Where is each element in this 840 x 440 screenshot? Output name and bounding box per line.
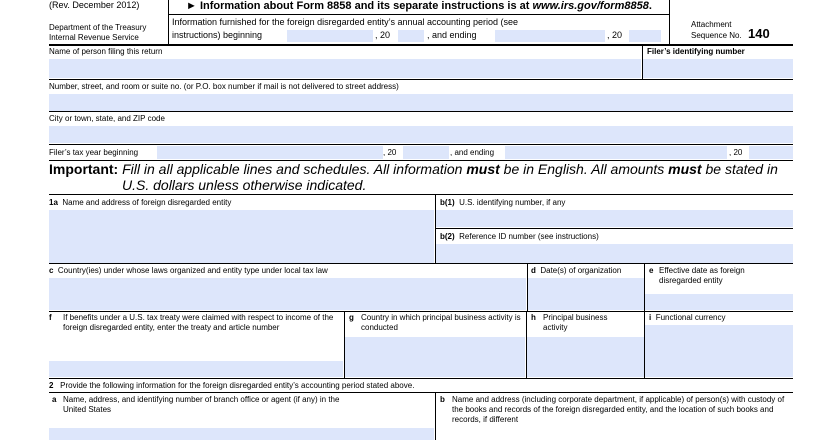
form-revision: (Rev. December 2012) [49,0,140,10]
tax-year-end-year-field[interactable] [749,146,793,159]
tax-year-ending: , and ending [450,148,495,157]
line-f-num: f [49,313,52,322]
line-f-text: If benefits under a U.S. tax treaty were claimed with respect to income of the foreign disregarded entity, enter the treaty and article number [63,313,334,332]
line-2b-text: Name and address (including corporate department, if applicable) of person(s) with custody of the books and records of the foreign disregarded entity, and the location of such books and records, if different [452,395,785,424]
important-must-1: must [466,161,500,177]
line-b2-text: Reference ID number (see instructions) [459,232,599,241]
important-must-2: must [668,161,702,177]
line-1a-num: 1a [49,198,58,207]
rule-filer-name [49,79,793,80]
line-c-text: Country(ies) under whose laws organized and entity type under local tax law [57,266,328,275]
period-end-field[interactable] [495,30,605,42]
line-c-field[interactable] [49,278,526,310]
period-begin-year-field[interactable] [398,30,424,42]
line-e-text: Effective date as foreign disregarded entity [659,266,745,285]
tax-year-20a: , 20 [383,148,397,157]
rule-fghi [49,378,793,379]
line-g-field[interactable] [345,337,525,377]
header-divider-right [669,0,670,44]
filer-row-divider [642,46,643,79]
important-text-1: Fill in all applicable lines and schedules. All information [118,161,467,177]
line-d-num: d [531,266,536,275]
line-e-num: e [649,266,654,275]
line-e-field[interactable] [645,294,793,310]
line-1a-label [49,198,231,208]
line-f-field[interactable] [49,361,343,377]
line-d-text: Date(s) of organization [540,266,622,275]
period-line-2: instructions) beginning [172,30,263,40]
period-end-year-field[interactable] [629,30,661,42]
rule-city [49,144,793,145]
line-2b-num: b [440,395,445,404]
tax-year-begin-field[interactable] [157,146,383,159]
line-b2-label [440,232,599,242]
line-b2-field[interactable] [436,244,793,263]
line-b1-text: U.S. identifying number, if any [459,198,566,207]
dept-treasury: Department of the Treasury [49,23,147,32]
line-c-label [49,266,328,276]
rule-b1 [435,228,793,229]
filer-name-label: Name of person filing this return [49,47,163,56]
period-year-a: , 20 [375,30,391,40]
header-bottom-rule [49,44,793,46]
line-h-num: h [531,313,536,322]
dept-irs: Internal Revenue Service [49,33,139,42]
line-b1-num: b(1) [440,198,455,207]
important-text-2: be in English. All amounts [499,161,669,177]
line-b2-num: b(2) [440,232,455,241]
rule-cde [49,311,793,312]
period-line-1: Information furnished for the foreign disregarded entity’s annual accounting period (see [172,17,519,27]
address-field[interactable] [49,94,793,111]
important-lead: Important: [49,161,119,177]
line-2-label [49,381,414,391]
filer-id-label: Filer’s identifying number [647,47,745,56]
header-divider-left [168,0,169,44]
rule-line2 [49,392,793,393]
line-2a-text: Name, address, and identifying number of branch office or agent (if any) in the United States [63,395,340,414]
period-begin-field[interactable] [287,30,373,42]
divider-2a-2b [435,393,436,440]
important-text-3: be stated in [701,161,778,177]
info-url[interactable]: www.irs.gov/form8858 [532,0,649,12]
period-year-b: , 20 [607,30,623,40]
rule-address [49,111,793,112]
city-label: City or town, state, and ZIP code [49,114,165,123]
line-g-text: Country in which principal business activity is conducted [361,313,521,332]
city-field[interactable] [49,126,793,143]
line-i-num: i [649,313,652,322]
tax-year-end-field[interactable] [505,146,727,159]
line-i-label [649,313,726,323]
line-c-num: c [49,266,54,275]
line-2a-num: a [52,395,57,404]
sequence-number: 140 [748,26,770,41]
line-i-text: Functional currency [655,313,726,322]
important-notice-line1 [49,161,778,177]
instructions-info-line [186,0,652,13]
line-i-field[interactable] [645,325,793,377]
filer-name-field[interactable] [49,59,641,78]
line-d-field[interactable] [528,278,644,310]
line-2-num: 2 [49,381,54,390]
period-and-ending: , and ending [427,30,477,40]
line-d-label [531,266,621,276]
rule-line1 [49,263,793,264]
info-suffix: . [648,0,652,12]
line-2a-field[interactable] [49,428,434,440]
line-b1-label [440,198,565,208]
tax-year-label: Filer’s tax year beginning [49,148,139,157]
sequence-label: Sequence No. [691,31,742,40]
line-1a-field[interactable] [49,210,434,263]
rule-important [49,194,793,195]
line-h-field[interactable] [527,337,644,377]
line-b1-field[interactable] [436,210,793,227]
tax-year-20b: , 20 [729,148,743,157]
line-g-num: g [349,313,354,322]
tax-year-begin-year-field[interactable] [403,146,449,159]
info-underline [168,14,669,15]
line-h-text: Principal business activity [543,313,608,332]
attachment-label: Attachment [691,20,732,29]
line-2-text: Provide the following information for the foreign disregarded entity’s accounting period stated above. [60,381,415,390]
info-prefix: ► Information about Form 8858 and its separate instructions is at [186,0,533,12]
line-1a-text: Name and address of foreign disregarded entity [62,198,232,207]
address-label: Number, street, and room or suite no. (or P.O. box number if mail is not delivered to street address) [49,82,399,91]
important-notice-line2: U.S. dollars unless otherwise indicated. [122,177,367,193]
filer-id-field[interactable] [643,59,793,78]
